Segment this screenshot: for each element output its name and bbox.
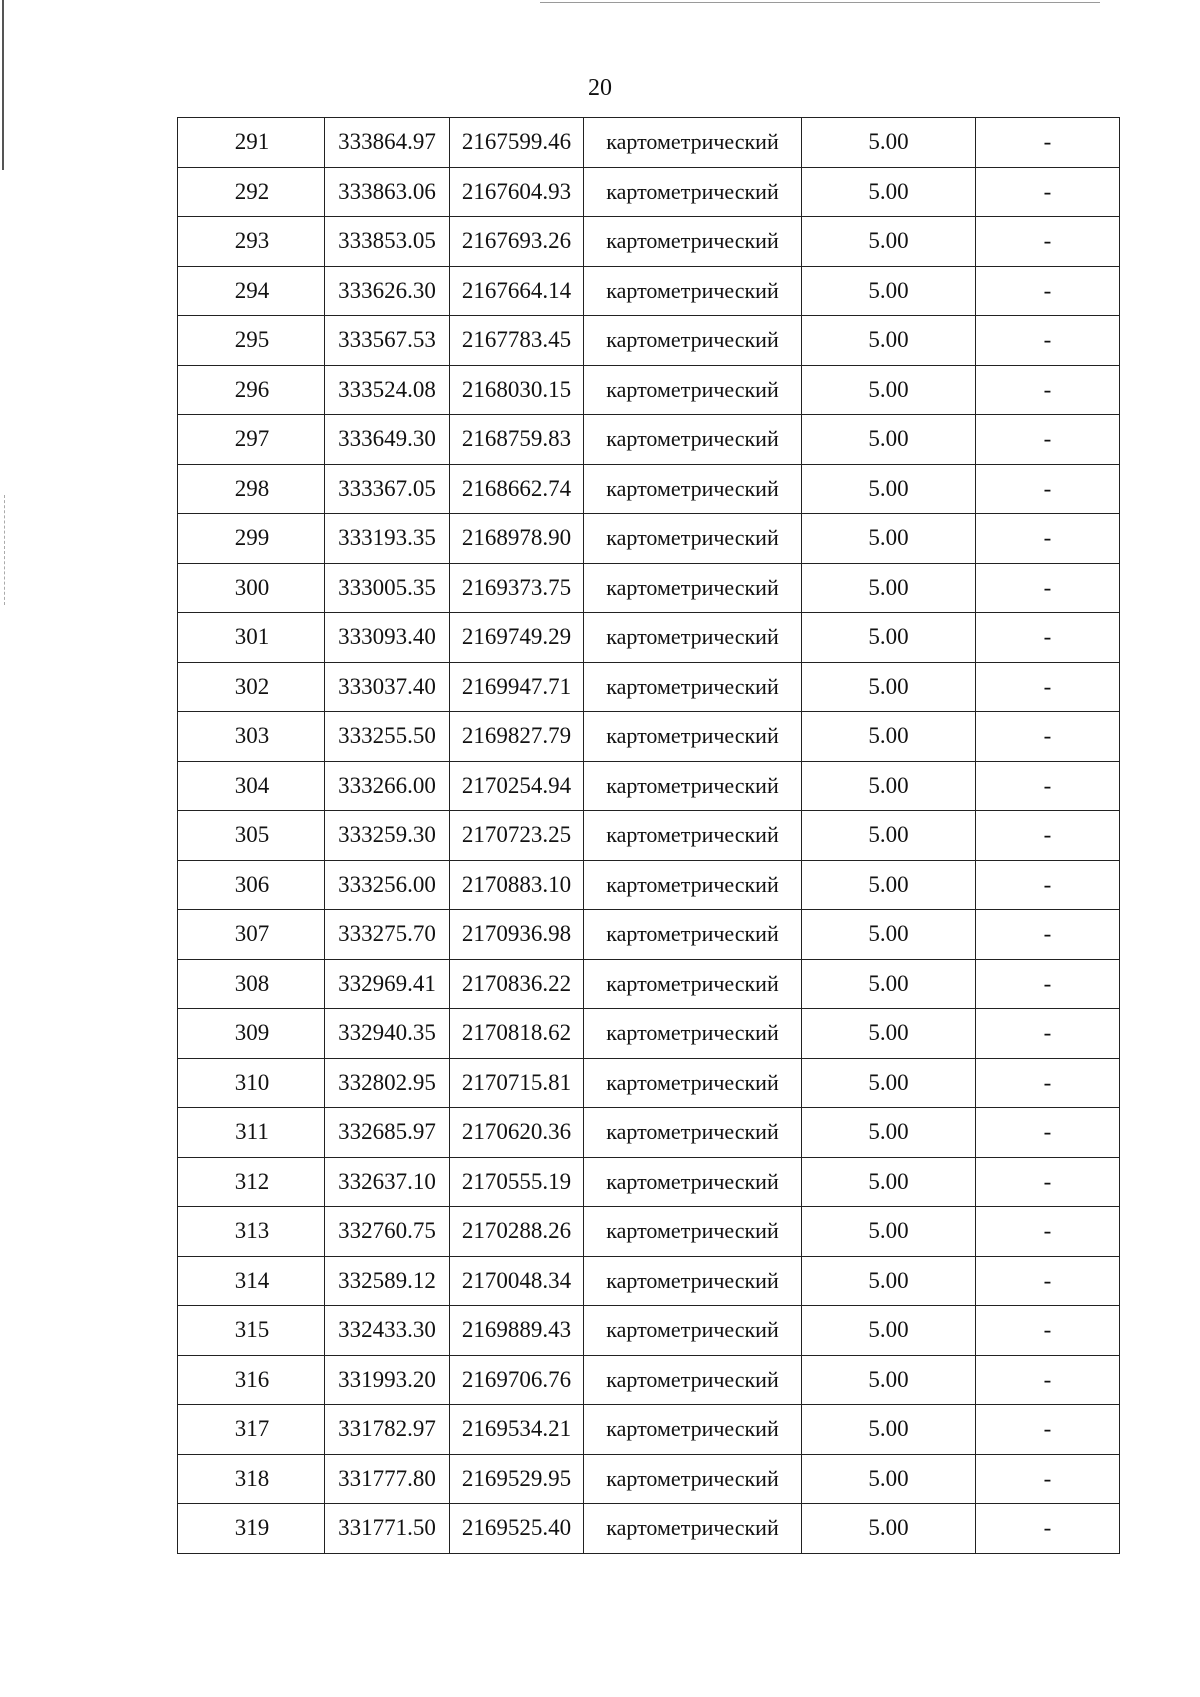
accuracy-cell: 5.00 <box>802 1009 976 1059</box>
method-cell: картометрический <box>584 1306 802 1356</box>
note-cell: - <box>976 1108 1120 1158</box>
point-number-cell: 299 <box>178 514 325 564</box>
point-number-cell: 306 <box>178 860 325 910</box>
y-coordinate-cell: 2169525.40 <box>450 1504 584 1554</box>
note-cell: - <box>976 217 1120 267</box>
note-cell: - <box>976 1504 1120 1554</box>
x-coordinate-cell: 331993.20 <box>325 1355 450 1405</box>
point-number-cell: 311 <box>178 1108 325 1158</box>
note-cell: - <box>976 613 1120 663</box>
point-number-cell: 316 <box>178 1355 325 1405</box>
table-row <box>178 910 1120 960</box>
table-row <box>178 266 1120 316</box>
point-number-cell: 291 <box>178 118 325 168</box>
y-coordinate-cell: 2170715.81 <box>450 1058 584 1108</box>
table-row <box>178 1405 1120 1455</box>
method-cell: картометрический <box>584 662 802 712</box>
table-row <box>178 811 1120 861</box>
accuracy-cell: 5.00 <box>802 217 976 267</box>
method-cell: картометрический <box>584 316 802 366</box>
accuracy-cell: 5.00 <box>802 464 976 514</box>
x-coordinate-cell: 333864.97 <box>325 118 450 168</box>
y-coordinate-cell: 2169749.29 <box>450 613 584 663</box>
table-row <box>178 217 1120 267</box>
accuracy-cell: 5.00 <box>802 1405 976 1455</box>
note-cell: - <box>976 1256 1120 1306</box>
x-coordinate-cell: 333626.30 <box>325 266 450 316</box>
accuracy-cell: 5.00 <box>802 712 976 762</box>
accuracy-cell: 5.00 <box>802 1157 976 1207</box>
y-coordinate-cell: 2170818.62 <box>450 1009 584 1059</box>
y-coordinate-cell: 2167604.93 <box>450 167 584 217</box>
x-coordinate-cell: 333255.50 <box>325 712 450 762</box>
note-cell: - <box>976 1207 1120 1257</box>
x-coordinate-cell: 332802.95 <box>325 1058 450 1108</box>
x-coordinate-cell: 333005.35 <box>325 563 450 613</box>
y-coordinate-cell: 2170254.94 <box>450 761 584 811</box>
note-cell: - <box>976 464 1120 514</box>
method-cell: картометрический <box>584 761 802 811</box>
accuracy-cell: 5.00 <box>802 514 976 564</box>
table-row <box>178 860 1120 910</box>
x-coordinate-cell: 331771.50 <box>325 1504 450 1554</box>
point-number-cell: 301 <box>178 613 325 663</box>
table-row <box>178 1504 1120 1554</box>
x-coordinate-cell: 331777.80 <box>325 1454 450 1504</box>
table-row <box>178 514 1120 564</box>
x-coordinate-cell: 333649.30 <box>325 415 450 465</box>
x-coordinate-cell: 333093.40 <box>325 613 450 663</box>
x-coordinate-cell: 331782.97 <box>325 1405 450 1455</box>
note-cell: - <box>976 266 1120 316</box>
table-row <box>178 1108 1120 1158</box>
x-coordinate-cell: 333863.06 <box>325 167 450 217</box>
accuracy-cell: 5.00 <box>802 761 976 811</box>
point-number-cell: 317 <box>178 1405 325 1455</box>
table-row <box>178 712 1120 762</box>
table-row <box>178 316 1120 366</box>
accuracy-cell: 5.00 <box>802 1108 976 1158</box>
table-row <box>178 1256 1120 1306</box>
point-number-cell: 297 <box>178 415 325 465</box>
y-coordinate-cell: 2167693.26 <box>450 217 584 267</box>
accuracy-cell: 5.00 <box>802 266 976 316</box>
x-coordinate-cell: 333037.40 <box>325 662 450 712</box>
method-cell: картометрический <box>584 167 802 217</box>
method-cell: картометрический <box>584 118 802 168</box>
method-cell: картометрический <box>584 1009 802 1059</box>
x-coordinate-cell: 333853.05 <box>325 217 450 267</box>
method-cell: картометрический <box>584 959 802 1009</box>
point-number-cell: 315 <box>178 1306 325 1356</box>
accuracy-cell: 5.00 <box>802 1207 976 1257</box>
method-cell: картометрический <box>584 910 802 960</box>
y-coordinate-cell: 2168030.15 <box>450 365 584 415</box>
point-number-cell: 307 <box>178 910 325 960</box>
x-coordinate-cell: 333193.35 <box>325 514 450 564</box>
accuracy-cell: 5.00 <box>802 860 976 910</box>
table-row <box>178 365 1120 415</box>
table-row <box>178 1306 1120 1356</box>
accuracy-cell: 5.00 <box>802 1454 976 1504</box>
accuracy-cell: 5.00 <box>802 1306 976 1356</box>
table-row <box>178 415 1120 465</box>
table-row <box>178 1157 1120 1207</box>
coordinates-table <box>177 117 1120 1554</box>
x-coordinate-cell: 333367.05 <box>325 464 450 514</box>
y-coordinate-cell: 2169534.21 <box>450 1405 584 1455</box>
accuracy-cell: 5.00 <box>802 1355 976 1405</box>
y-coordinate-cell: 2168978.90 <box>450 514 584 564</box>
point-number-cell: 318 <box>178 1454 325 1504</box>
point-number-cell: 293 <box>178 217 325 267</box>
method-cell: картометрический <box>584 1256 802 1306</box>
method-cell: картометрический <box>584 514 802 564</box>
y-coordinate-cell: 2167664.14 <box>450 266 584 316</box>
accuracy-cell: 5.00 <box>802 1256 976 1306</box>
point-number-cell: 295 <box>178 316 325 366</box>
method-cell: картометрический <box>584 1157 802 1207</box>
y-coordinate-cell: 2168759.83 <box>450 415 584 465</box>
x-coordinate-cell: 333567.53 <box>325 316 450 366</box>
x-coordinate-cell: 333524.08 <box>325 365 450 415</box>
point-number-cell: 302 <box>178 662 325 712</box>
point-number-cell: 308 <box>178 959 325 1009</box>
accuracy-cell: 5.00 <box>802 1058 976 1108</box>
point-number-cell: 304 <box>178 761 325 811</box>
note-cell: - <box>976 563 1120 613</box>
table-row <box>178 662 1120 712</box>
method-cell: картометрический <box>584 1504 802 1554</box>
y-coordinate-cell: 2167783.45 <box>450 316 584 366</box>
y-coordinate-cell: 2170048.34 <box>450 1256 584 1306</box>
y-coordinate-cell: 2170936.98 <box>450 910 584 960</box>
accuracy-cell: 5.00 <box>802 415 976 465</box>
accuracy-cell: 5.00 <box>802 167 976 217</box>
table-row <box>178 1207 1120 1257</box>
note-cell: - <box>976 118 1120 168</box>
table-row <box>178 1454 1120 1504</box>
method-cell: картометрический <box>584 1355 802 1405</box>
table-row <box>178 1355 1120 1405</box>
note-cell: - <box>976 959 1120 1009</box>
accuracy-cell: 5.00 <box>802 910 976 960</box>
method-cell: картометрический <box>584 1454 802 1504</box>
accuracy-cell: 5.00 <box>802 959 976 1009</box>
note-cell: - <box>976 514 1120 564</box>
point-number-cell: 312 <box>178 1157 325 1207</box>
method-cell: картометрический <box>584 712 802 762</box>
scan-edge-line <box>540 2 1100 3</box>
note-cell: - <box>976 415 1120 465</box>
point-number-cell: 296 <box>178 365 325 415</box>
y-coordinate-cell: 2169706.76 <box>450 1355 584 1405</box>
x-coordinate-cell: 333259.30 <box>325 811 450 861</box>
y-coordinate-cell: 2170723.25 <box>450 811 584 861</box>
table-row <box>178 118 1120 168</box>
accuracy-cell: 5.00 <box>802 118 976 168</box>
x-coordinate-cell: 332589.12 <box>325 1256 450 1306</box>
table-row <box>178 167 1120 217</box>
y-coordinate-cell: 2168662.74 <box>450 464 584 514</box>
method-cell: картометрический <box>584 217 802 267</box>
note-cell: - <box>976 860 1120 910</box>
note-cell: - <box>976 1009 1120 1059</box>
note-cell: - <box>976 1306 1120 1356</box>
note-cell: - <box>976 365 1120 415</box>
accuracy-cell: 5.00 <box>802 563 976 613</box>
x-coordinate-cell: 332760.75 <box>325 1207 450 1257</box>
table-row <box>178 613 1120 663</box>
note-cell: - <box>976 662 1120 712</box>
y-coordinate-cell: 2170555.19 <box>450 1157 584 1207</box>
note-cell: - <box>976 1157 1120 1207</box>
accuracy-cell: 5.00 <box>802 1504 976 1554</box>
y-coordinate-cell: 2169529.95 <box>450 1454 584 1504</box>
method-cell: картометрический <box>584 1108 802 1158</box>
table-body <box>178 118 1120 1554</box>
method-cell: картометрический <box>584 563 802 613</box>
point-number-cell: 319 <box>178 1504 325 1554</box>
y-coordinate-cell: 2169889.43 <box>450 1306 584 1356</box>
point-number-cell: 300 <box>178 563 325 613</box>
point-number-cell: 309 <box>178 1009 325 1059</box>
scan-hole-punch-marks <box>4 495 5 605</box>
method-cell: картометрический <box>584 860 802 910</box>
note-cell: - <box>976 167 1120 217</box>
accuracy-cell: 5.00 <box>802 365 976 415</box>
x-coordinate-cell: 332685.97 <box>325 1108 450 1158</box>
table-row <box>178 1009 1120 1059</box>
point-number-cell: 303 <box>178 712 325 762</box>
note-cell: - <box>976 316 1120 366</box>
note-cell: - <box>976 1058 1120 1108</box>
table-row <box>178 464 1120 514</box>
method-cell: картометрический <box>584 365 802 415</box>
method-cell: картометрический <box>584 613 802 663</box>
note-cell: - <box>976 1355 1120 1405</box>
method-cell: картометрический <box>584 1207 802 1257</box>
point-number-cell: 292 <box>178 167 325 217</box>
note-cell: - <box>976 811 1120 861</box>
table-row <box>178 563 1120 613</box>
method-cell: картометрический <box>584 464 802 514</box>
method-cell: картометрический <box>584 1405 802 1455</box>
x-coordinate-cell: 333275.70 <box>325 910 450 960</box>
y-coordinate-cell: 2169947.71 <box>450 662 584 712</box>
method-cell: картометрический <box>584 415 802 465</box>
note-cell: - <box>976 910 1120 960</box>
note-cell: - <box>976 712 1120 762</box>
accuracy-cell: 5.00 <box>802 662 976 712</box>
note-cell: - <box>976 1405 1120 1455</box>
x-coordinate-cell: 333266.00 <box>325 761 450 811</box>
y-coordinate-cell: 2167599.46 <box>450 118 584 168</box>
y-coordinate-cell: 2170836.22 <box>450 959 584 1009</box>
point-number-cell: 294 <box>178 266 325 316</box>
accuracy-cell: 5.00 <box>802 316 976 366</box>
method-cell: картометрический <box>584 266 802 316</box>
point-number-cell: 298 <box>178 464 325 514</box>
note-cell: - <box>976 761 1120 811</box>
x-coordinate-cell: 332433.30 <box>325 1306 450 1356</box>
point-number-cell: 313 <box>178 1207 325 1257</box>
note-cell: - <box>976 1454 1120 1504</box>
y-coordinate-cell: 2170620.36 <box>450 1108 584 1158</box>
y-coordinate-cell: 2169373.75 <box>450 563 584 613</box>
y-coordinate-cell: 2169827.79 <box>450 712 584 762</box>
point-number-cell: 305 <box>178 811 325 861</box>
x-coordinate-cell: 332637.10 <box>325 1157 450 1207</box>
method-cell: картометрический <box>584 811 802 861</box>
accuracy-cell: 5.00 <box>802 613 976 663</box>
point-number-cell: 314 <box>178 1256 325 1306</box>
accuracy-cell: 5.00 <box>802 811 976 861</box>
point-number-cell: 310 <box>178 1058 325 1108</box>
table-row <box>178 761 1120 811</box>
table-row <box>178 959 1120 1009</box>
method-cell: картометрический <box>584 1058 802 1108</box>
table-row <box>178 1058 1120 1108</box>
x-coordinate-cell: 332969.41 <box>325 959 450 1009</box>
y-coordinate-cell: 2170883.10 <box>450 860 584 910</box>
x-coordinate-cell: 332940.35 <box>325 1009 450 1059</box>
x-coordinate-cell: 333256.00 <box>325 860 450 910</box>
page-number: 20 <box>588 75 612 101</box>
y-coordinate-cell: 2170288.26 <box>450 1207 584 1257</box>
